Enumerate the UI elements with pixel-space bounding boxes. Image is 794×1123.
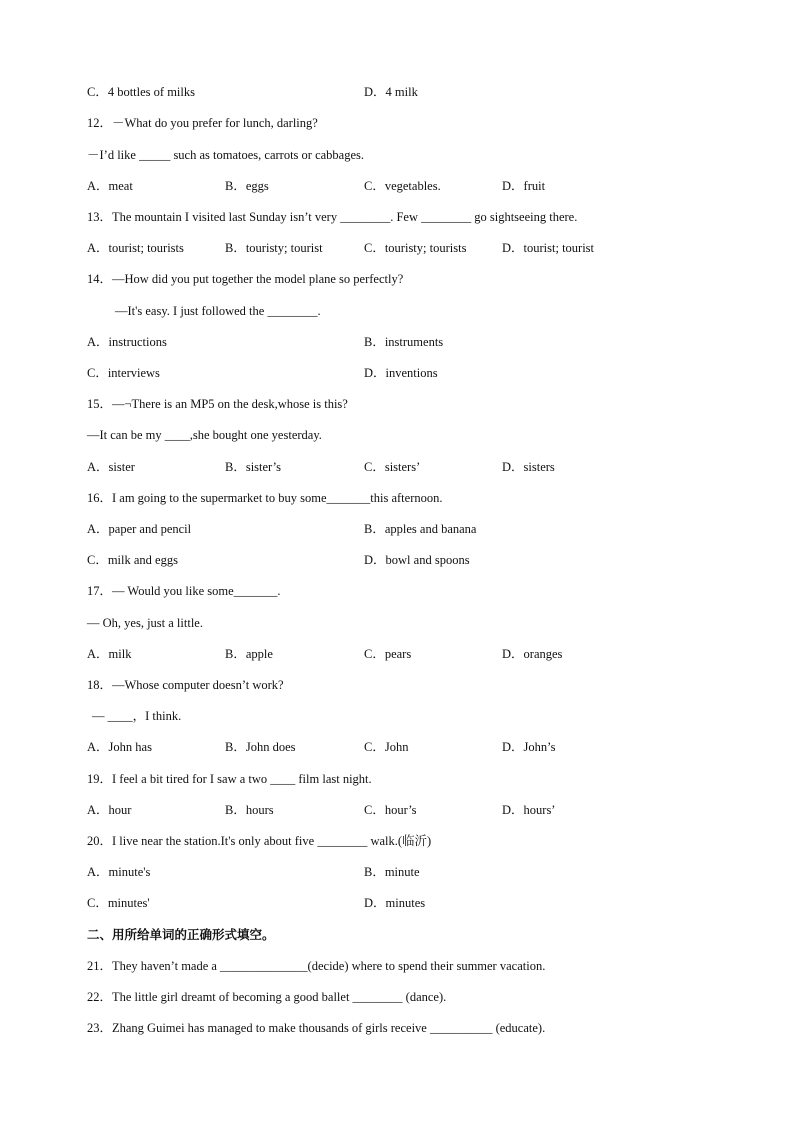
q15-option-c: C．sisters’	[364, 460, 421, 474]
q20-option-d: D．minutes	[364, 896, 426, 910]
q15-option-a: A．sister	[87, 460, 135, 474]
q13-option-a: A．tourist; tourists	[87, 241, 184, 255]
q18-option-a: A．John has	[87, 740, 152, 754]
q20-option-a: A．minute's	[87, 865, 151, 879]
q11-option-d: D．4 milk	[364, 85, 418, 99]
q17-reply: — Oh, yes, just a little.	[87, 616, 203, 630]
q20-option-c: C．minutes'	[87, 896, 150, 910]
q15-option-d: D．sisters	[502, 460, 555, 474]
q18-option-c: C．John	[364, 740, 409, 754]
q17-option-b: B．apple	[225, 647, 273, 661]
q11-option-c: C．4 bottles of milks	[87, 85, 195, 99]
q18-option-d: D．John’s	[502, 740, 556, 754]
q20-stem: 20．I live near the station.It's only about five ________ walk.(临沂)	[87, 834, 432, 848]
q14-option-d: D．inventions	[364, 366, 438, 380]
q14-option-c: C．interviews	[87, 366, 160, 380]
q13-option-c: C．touristy; tourists	[364, 241, 467, 255]
q13-option-b: B．touristy; tourist	[225, 241, 323, 255]
q18-stem: 18．—Whose computer doesn’t work?	[87, 678, 284, 692]
q16-option-d: D．bowl and spoons	[364, 553, 470, 567]
q14-reply: —It's easy. I just followed the ________.	[115, 304, 321, 318]
q20-option-b: B．minute	[364, 865, 420, 879]
q17-stem: 17．— Would you like some_______.	[87, 584, 281, 598]
q17-option-c: C．pears	[364, 647, 412, 661]
q15-stem: 15．—¬There is an MP5 on the desk,whose is this?	[87, 397, 348, 411]
q12-stem: 12．－What do you prefer for lunch, darling?	[87, 116, 318, 130]
q14-stem: 14．—How did you put together the model plane so perfectly?	[87, 272, 404, 286]
q23-stem: 23．Zhang Guimei has managed to make thousands of girls receive __________ (educate).	[87, 1021, 546, 1035]
q19-option-c: C．hour’s	[364, 803, 417, 817]
q14-option-b: B．instruments	[364, 335, 444, 349]
q12-option-c: C．vegetables.	[364, 179, 441, 193]
q16-stem: 16．I am going to the supermarket to buy some_______this afternoon.	[87, 491, 443, 505]
q17-option-a: A．milk	[87, 647, 132, 661]
q16-option-b: B．apples and banana	[364, 522, 477, 536]
q16-option-a: A．paper and pencil	[87, 522, 192, 536]
q12-option-b: B．eggs	[225, 179, 269, 193]
q12-option-a: A．meat	[87, 179, 133, 193]
q12-option-d: D．fruit	[502, 179, 546, 193]
q13-stem: 13．The mountain I visited last Sunday isn’t very ________. Few ________ go sightseeing there.	[87, 210, 578, 224]
q18-reply: — ____，I think.	[92, 709, 182, 723]
q18-option-b: B．John does	[225, 740, 296, 754]
q22-stem: 22．The little girl dreamt of becoming a good ballet ________ (dance).	[87, 990, 447, 1004]
q19-option-d: D．hours’	[502, 803, 556, 817]
q15-reply: —It can be my ____,she bought one yesterday.	[87, 428, 322, 442]
section-heading: 二、用所给单词的正确形式填空。	[87, 927, 275, 942]
q16-option-c: C．milk and eggs	[87, 553, 178, 567]
q12-reply: －I’d like _____ such as tomatoes, carrots or cabbages.	[87, 148, 365, 162]
q13-option-d: D．tourist; tourist	[502, 241, 595, 255]
q19-option-b: B．hours	[225, 803, 274, 817]
q17-option-d: D．oranges	[502, 647, 563, 661]
q19-option-a: A．hour	[87, 803, 132, 817]
q14-option-a: A．instructions	[87, 335, 167, 349]
q15-option-b: B．sister’s	[225, 460, 282, 474]
q19-stem: 19．I feel a bit tired for I saw a two ____ film last night.	[87, 772, 372, 786]
q21-stem: 21．They haven’t made a ______________(decide) where to spend their summer vacation.	[87, 959, 546, 973]
